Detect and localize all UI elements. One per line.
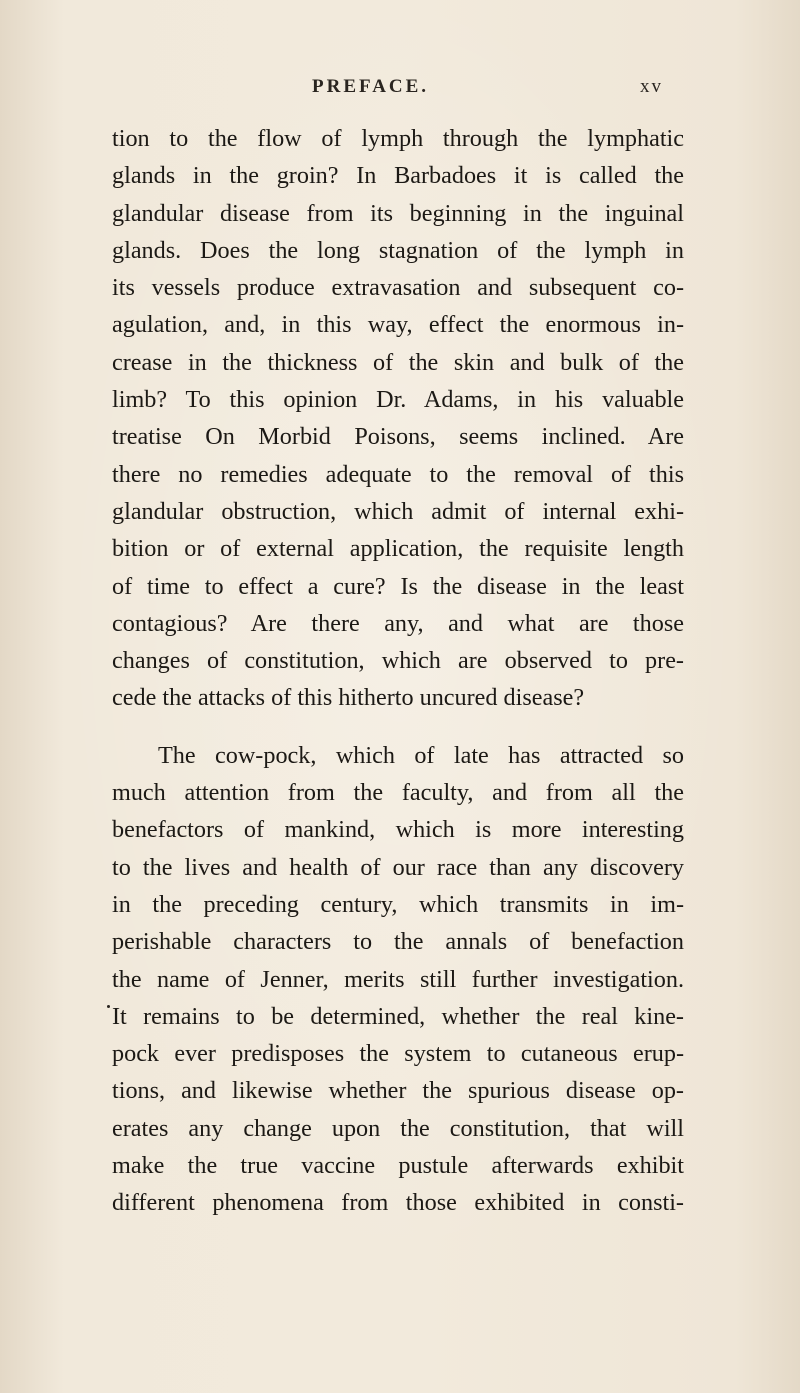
page-number: xv [640, 76, 663, 97]
text-line: perishable characters to the annals of benefaction [112, 928, 684, 956]
text-line: crease in the thickness of the skin and bulk of the [112, 348, 684, 376]
text-line: benefactors of mankind, which is more interesting [112, 816, 684, 844]
text-line: limb? To this opinion Dr. Adams, in his valuable [112, 386, 684, 414]
running-head-title: PREFACE. [312, 76, 430, 97]
text-line: to the lives and health of our race than any discovery [112, 853, 684, 881]
text-line: contagious? Are there any, and what are those [112, 609, 684, 637]
text-line: cede the attacks of this hitherto uncured disease? [112, 684, 585, 712]
text-line: glandular disease from its beginning in the inguinal [112, 199, 684, 227]
text-line: tions, and likewise whether the spurious disease op- [112, 1077, 684, 1105]
text-line: its vessels produce extravasation and subsequent co- [112, 274, 684, 302]
paragraph-gap [112, 717, 684, 737]
text-line: the name of Jenner, merits still further investigation. [112, 965, 684, 993]
text-line: changes of constitution, which are observed to pre- [112, 647, 684, 675]
paragraph-1 [112, 120, 684, 717]
text-line: make the true vaccine pustule afterwards exhibit [112, 1152, 684, 1180]
text-line: It remains to be determined, whether the real kine- [112, 1002, 684, 1030]
body-text [112, 120, 684, 1222]
text-line: glands. Does the long stagnation of the lymph in [112, 236, 684, 264]
margin-mark [107, 1005, 110, 1008]
text-line: tion to the flow of lymph through the lymphatic [112, 125, 684, 152]
text-line: of time to effect a cure? Is the disease in the least [112, 572, 684, 600]
text-line: erates any change upon the constitution, that will [112, 1114, 684, 1142]
text-line: in the preceding century, which transmits in im- [112, 890, 684, 918]
text-line: pock ever predisposes the system to cutaneous erup- [112, 1040, 684, 1068]
text-line: The cow-pock, which of late has attracted so [158, 741, 684, 769]
text-line: bition or of external application, the requisite length [112, 535, 684, 563]
text-line: there no remedies adequate to the removal of this [112, 460, 684, 488]
text-line: treatise On Morbid Poisons, seems inclined. Are [112, 423, 684, 451]
text-line: much attention from the faculty, and from all the [112, 779, 684, 807]
running-head [0, 76, 800, 106]
paragraph-2 [112, 737, 684, 1222]
text-line: glandular obstruction, which admit of internal exhi- [112, 497, 684, 525]
text-line: agulation, and, in this way, effect the enormous in- [112, 311, 684, 339]
text-line: glands in the groin? In Barbadoes it is called the [112, 162, 684, 190]
text-line: different phenomena from those exhibited in consti- [112, 1189, 684, 1217]
